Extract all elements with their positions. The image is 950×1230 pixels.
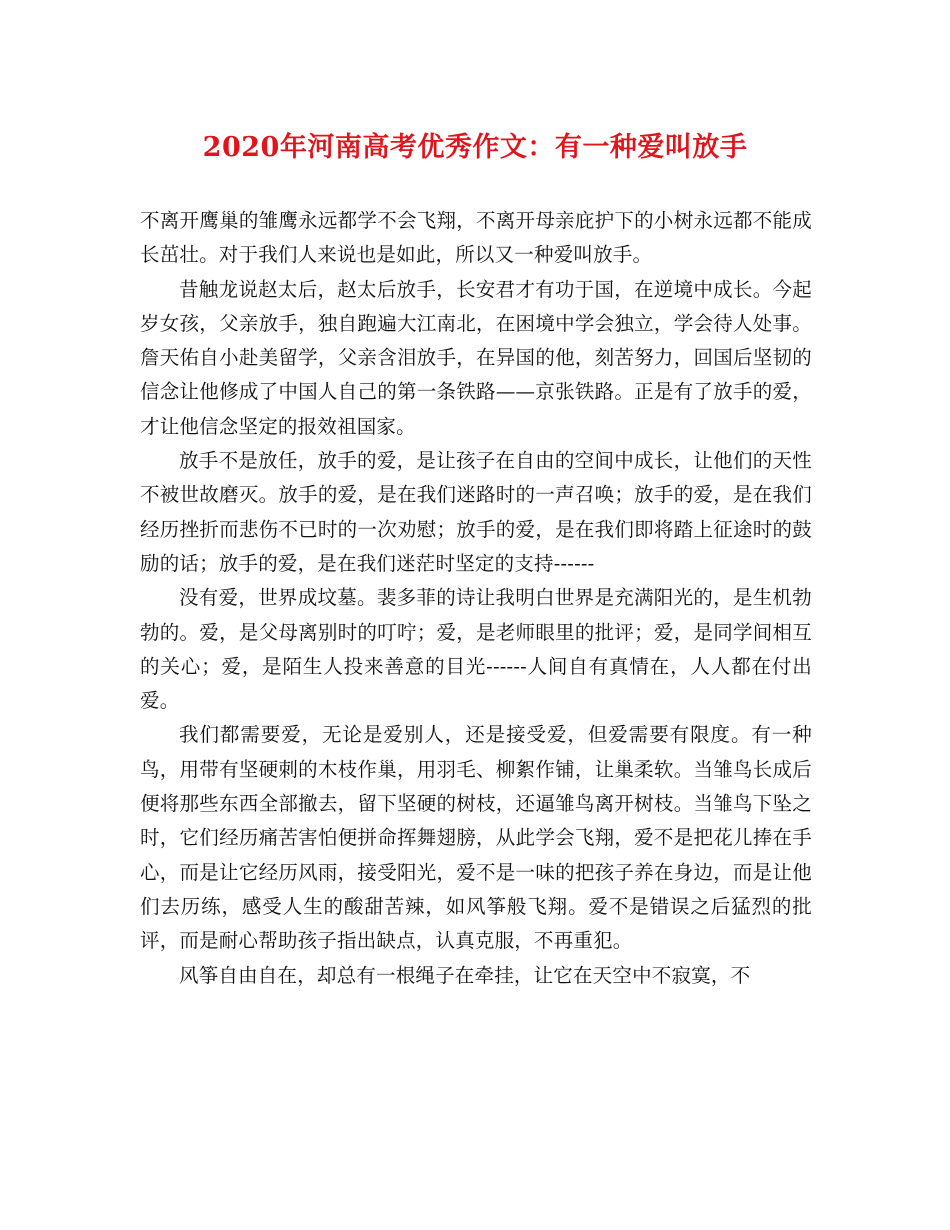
- paragraph-5: 我们都需要爱，无论是爱别人，还是接受爱，但爱需要有限度。有一种鸟，用带有坚硬刺的木枝作巢，用羽毛、柳絮作铺，让巢柔软。当雏鸟长成后便将那些东西全部撤去，留下坚硬的树枝，还逼雏鸟离开树枝。当雏鸟下坠之时，它们经历痛苦害怕便拼命挥舞翅膀，从此学会飞翔，爱不是把花儿捧在手心，而是让它经历风雨，接受阳光，爱不是一味的把孩子养在身边，而是让他们去历练，感受人生的酸甜苦辣，如风筝般飞翔。爱不是错误之后猛烈的批评，而是耐心帮助孩子指出缺点，认真克服，不再重犯。: [140, 723, 812, 953]
- paragraph-1: 不离开鹰巢的雏鹰永远都学不会飞翔，不离开母亲庇护下的小树永远都不能成长茁壮。对于我们人来说也是如此，所以又一种爱叫放手。: [140, 209, 812, 267]
- paragraph-3: 放手不是放任，放手的爱，是让孩子在自由的空间中成长，让他们的天性不被世故磨灭。放手的爱，是在我们迷路时的一声召唤；放手的爱，是在我们经历挫折而悲伤不已时的一次劝慰；放手的爱，是在我们即将踏上征途时的鼓励的话；放手的爱，是在我们迷茫时坚定的支持------: [140, 449, 812, 575]
- paragraph-6: 风筝自由自在，却总有一根绳子在牵挂，让它在天空中不寂寞，不: [179, 963, 751, 987]
- paragraph-2: 昔触龙说赵太后，赵太后放手，长安君才有功于国，在逆境中成长。今起岁女孩，父亲放手，独自跑遍大江南北，在困境中学会独立，学会待人处事。詹天佑自小赴美留学，父亲含泪放手，在异国的他，刻苦努力，回国后坚韧的信念让他修成了中国人自己的第一条铁路——京张铁路。正是有了放手的爱，才让他信念坚定的报效祖国家。: [140, 277, 812, 438]
- essay-body: [140, 204, 812, 993]
- document-title: 2020年河南高考优秀作文：有一种爱叫放手: [202, 132, 748, 163]
- paragraph-4: 没有爱，世界成坟墓。裴多菲的诗让我明白世界是充满阳光的，是生机勃勃的。爱，是父母离别时的叮咛；爱，是老师眼里的批评；爱，是同学间相互的关心；爱，是陌生人投来善意的目光------人间自有真情在，人人都在付出爱。: [140, 586, 812, 713]
